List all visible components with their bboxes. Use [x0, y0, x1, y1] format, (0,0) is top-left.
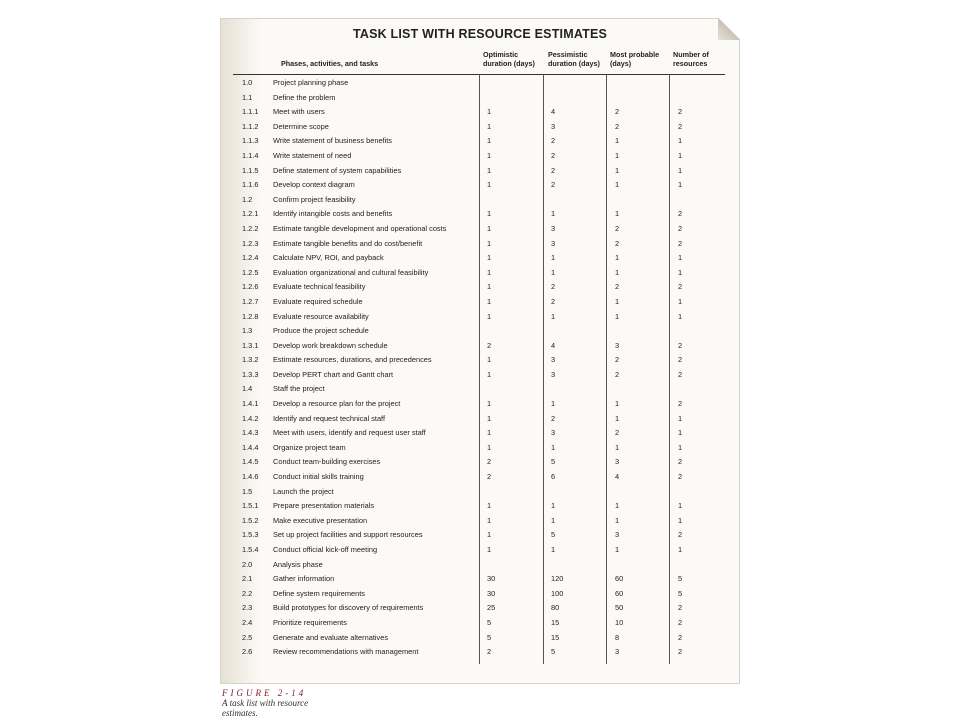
task-name: Estimate tangible benefits and do cost/benefit	[273, 238, 423, 248]
pessimistic-value: 1	[551, 501, 556, 511]
task-number: 2.0	[242, 559, 253, 569]
resources-value: 2	[678, 355, 683, 365]
optimistic-value: 30	[487, 574, 496, 584]
pessimistic-value: 1	[551, 545, 556, 554]
most-probable-value: 1	[615, 136, 620, 146]
task-number: 1.5.3	[242, 530, 259, 540]
most-probable-value: 1	[615, 150, 620, 160]
pessimistic-value: 2	[551, 150, 556, 160]
optimistic-value: 1	[487, 545, 492, 554]
task-name: Prioritize requirements	[273, 617, 347, 627]
task-name: Analysis phase	[273, 559, 323, 569]
resources-value: 2	[678, 223, 683, 233]
optimistic-value: 2	[487, 340, 492, 350]
table-row	[221, 295, 739, 310]
most-probable-value: 1	[615, 267, 620, 277]
most-probable-value: 4	[615, 472, 620, 482]
most-probable-value: 2	[615, 428, 620, 438]
task-name: Develop PERT chart and Gantt chart	[273, 369, 394, 379]
task-number: 1.2.5	[242, 267, 259, 277]
table-row	[221, 543, 739, 558]
resources-value: 2	[678, 107, 683, 117]
optimistic-value: 1	[487, 180, 492, 190]
pessimistic-value: 2	[551, 413, 556, 423]
task-number: 1.3.3	[242, 369, 259, 379]
resources-value: 2	[678, 632, 683, 642]
table-row	[221, 558, 739, 573]
most-probable-value: 2	[615, 355, 620, 365]
table-row	[221, 237, 739, 252]
most-probable-value: 2	[615, 121, 620, 131]
most-probable-value: 50	[615, 603, 624, 613]
task-number: 1.4.4	[242, 442, 259, 452]
most-probable-value: 1	[615, 501, 620, 511]
optimistic-value: 1	[487, 515, 492, 525]
most-probable-value: 8	[615, 632, 620, 642]
optimistic-value: 1	[487, 369, 492, 379]
resources-value: 1	[678, 136, 683, 146]
pessimistic-value: 3	[551, 223, 556, 233]
resources-value: 1	[678, 267, 683, 277]
pessimistic-value: 2	[551, 180, 556, 190]
resources-value: 1	[678, 515, 683, 525]
table-row	[221, 631, 739, 646]
task-number: 1.4.5	[242, 457, 259, 467]
task-name: Staff the project	[273, 384, 325, 394]
table-row	[221, 412, 739, 427]
task-number: 1.1.5	[242, 165, 259, 175]
resources-value: 1	[678, 180, 683, 190]
figure-caption	[222, 688, 332, 718]
resources-value: 1	[678, 165, 683, 175]
task-number: 1.3.2	[242, 355, 259, 365]
pessimistic-value: 2	[551, 136, 556, 146]
table-row	[221, 120, 739, 135]
resources-value: 2	[678, 369, 683, 379]
header-resources: Number of resources	[673, 50, 709, 68]
resources-value: 1	[678, 296, 683, 306]
optimistic-value: 1	[487, 136, 492, 146]
table-row	[221, 382, 739, 397]
task-number: 1.4.6	[242, 472, 259, 482]
optimistic-value: 1	[487, 530, 492, 540]
table-row	[221, 222, 739, 237]
task-number: 2.6	[242, 647, 253, 657]
task-list-sheet	[220, 18, 740, 684]
pessimistic-value: 4	[551, 107, 556, 117]
optimistic-value: 30	[487, 588, 496, 598]
task-name: Write statement of need	[273, 150, 352, 160]
task-name: Produce the project schedule	[273, 326, 369, 336]
pessimistic-value: 2	[551, 282, 556, 292]
pessimistic-value: 80	[551, 603, 560, 613]
optimistic-value: 2	[487, 647, 492, 657]
task-name: Conduct team-building exercises	[273, 457, 381, 467]
task-number: 1.1	[242, 92, 253, 102]
optimistic-value: 25	[487, 603, 496, 613]
optimistic-value: 1	[487, 253, 492, 263]
resources-value: 2	[678, 209, 683, 219]
resources-value: 1	[678, 442, 683, 452]
task-number: 1.4	[242, 384, 253, 394]
most-probable-value: 3	[615, 457, 620, 467]
optimistic-value: 2	[487, 457, 492, 467]
most-probable-value: 60	[615, 574, 624, 584]
optimistic-value: 1	[487, 165, 492, 175]
table-row	[221, 514, 739, 529]
task-name: Conduct initial skills training	[273, 472, 364, 482]
table-row	[221, 397, 739, 412]
task-name: Evaluation organizational and cultural feasibility	[273, 267, 429, 277]
table-row	[221, 601, 739, 616]
pessimistic-value: 3	[551, 121, 556, 131]
task-name: Organize project team	[273, 442, 346, 452]
task-number: 1.1.6	[242, 180, 259, 190]
table-row	[221, 485, 739, 500]
table-row	[221, 455, 739, 470]
header-pessimistic: Pessimistic duration (days)	[548, 50, 600, 68]
task-number: 1.5.2	[242, 515, 259, 525]
task-number: 1.4.2	[242, 413, 259, 423]
task-name: Generate and evaluate alternatives	[273, 632, 389, 642]
most-probable-value: 2	[615, 282, 620, 292]
task-name: Calculate NPV, ROI, and payback	[273, 253, 384, 263]
table-row	[221, 207, 739, 222]
table-row	[221, 368, 739, 383]
optimistic-value: 1	[487, 355, 492, 365]
most-probable-value: 2	[615, 107, 620, 117]
task-number: 1.5	[242, 486, 253, 496]
table-row	[221, 193, 739, 208]
table-row	[221, 280, 739, 295]
resources-value: 1	[678, 545, 683, 554]
most-probable-value: 1	[615, 165, 620, 175]
task-name: Evaluate resource availability	[273, 311, 369, 321]
most-probable-value: 1	[615, 209, 620, 219]
most-probable-value: 3	[615, 530, 620, 540]
pessimistic-value: 6	[551, 472, 556, 482]
most-probable-value: 1	[615, 399, 620, 409]
task-name: Confirm project feasibility	[273, 194, 356, 204]
pessimistic-value: 1	[551, 209, 556, 219]
table-row	[221, 134, 739, 149]
optimistic-value: 1	[487, 413, 492, 423]
table-row	[221, 645, 739, 660]
resources-value: 1	[678, 428, 683, 438]
pessimistic-value: 1	[551, 311, 556, 321]
task-number: 1.1.2	[242, 121, 259, 131]
task-name: Meet with users, identify and request user staff	[273, 428, 426, 438]
task-name: Make executive presentation	[273, 515, 368, 525]
pessimistic-value: 5	[551, 457, 556, 467]
resources-value: 2	[678, 282, 683, 292]
most-probable-value: 2	[615, 369, 620, 379]
task-number: 1.1.4	[242, 150, 259, 160]
task-name: Estimate resources, durations, and precedences	[273, 355, 432, 365]
most-probable-value: 1	[615, 180, 620, 190]
most-probable-value: 60	[615, 588, 624, 598]
resources-value: 1	[678, 150, 683, 160]
resources-value: 2	[678, 647, 683, 657]
task-name: Prepare presentation materials	[273, 501, 375, 511]
task-number: 1.2	[242, 194, 253, 204]
optimistic-value: 1	[487, 296, 492, 306]
table-row	[221, 426, 739, 441]
pessimistic-value: 3	[551, 238, 556, 248]
task-number: 2.4	[242, 617, 253, 627]
figure-text: A task list with resource estimates.	[222, 698, 309, 718]
task-number: 1.1.3	[242, 136, 259, 146]
task-number: 1.3.1	[242, 340, 259, 350]
task-name: Evaluate technical feasibility	[273, 282, 366, 292]
most-probable-value: 1	[615, 253, 620, 263]
table-row	[221, 310, 739, 325]
pessimistic-value: 5	[551, 647, 556, 657]
table-row	[221, 572, 739, 587]
optimistic-value: 1	[487, 282, 492, 292]
task-name: Define the problem	[273, 92, 336, 102]
pessimistic-value: 100	[551, 588, 564, 598]
optimistic-value: 1	[487, 428, 492, 438]
most-probable-value: 1	[615, 545, 620, 554]
header-most-probable: Most probable (days)	[610, 50, 660, 68]
task-name: Project planning phase	[273, 78, 349, 87]
task-number: 1.2.8	[242, 311, 259, 321]
task-name: Gather information	[273, 574, 335, 584]
task-number: 2.1	[242, 574, 253, 584]
task-name: Conduct official kick-off meeting	[273, 545, 378, 554]
task-name: Determine scope	[273, 121, 329, 131]
resources-value: 2	[678, 530, 683, 540]
table-row	[221, 587, 739, 602]
resources-value: 2	[678, 457, 683, 467]
optimistic-value: 1	[487, 501, 492, 511]
task-name: Meet with users	[273, 107, 325, 117]
task-number: 1.2.1	[242, 209, 259, 219]
task-name: Write statement of business benefits	[273, 136, 392, 146]
pessimistic-value: 3	[551, 355, 556, 365]
resources-value: 2	[678, 238, 683, 248]
task-number: 1.4.1	[242, 399, 259, 409]
task-name: Develop work breakdown schedule	[273, 340, 388, 350]
most-probable-value: 2	[615, 223, 620, 233]
task-name: Review recommendations with management	[273, 647, 419, 657]
table-row	[221, 105, 739, 120]
task-name: Identify intangible costs and benefits	[273, 209, 393, 219]
pessimistic-value: 2	[551, 296, 556, 306]
pessimistic-value: 1	[551, 442, 556, 452]
pessimistic-value: 3	[551, 428, 556, 438]
optimistic-value: 5	[487, 632, 492, 642]
pessimistic-value: 4	[551, 340, 556, 350]
task-name: Set up project facilities and support resources	[273, 530, 423, 540]
task-name: Build prototypes for discovery of requirements	[273, 603, 424, 613]
pessimistic-value: 5	[551, 530, 556, 540]
resources-value: 2	[678, 121, 683, 131]
table-row	[221, 441, 739, 456]
optimistic-value: 5	[487, 617, 492, 627]
optimistic-value: 1	[487, 311, 492, 321]
most-probable-value: 2	[615, 238, 620, 248]
optimistic-value: 1	[487, 150, 492, 160]
table-row	[221, 499, 739, 514]
task-number: 1.1.1	[242, 107, 259, 117]
task-number: 1.5.4	[242, 545, 259, 554]
most-probable-value: 1	[615, 413, 620, 423]
task-name: Develop a resource plan for the project	[273, 399, 401, 409]
task-number: 2.3	[242, 603, 253, 613]
header-phases: Phases, activities, and tasks	[281, 59, 379, 68]
most-probable-value: 1	[615, 442, 620, 452]
resources-value: 1	[678, 311, 683, 321]
task-name: Launch the project	[273, 486, 334, 496]
table-row	[221, 528, 739, 543]
table-row	[221, 470, 739, 485]
most-probable-value: 3	[615, 340, 620, 350]
resources-value: 1	[678, 501, 683, 511]
table-row	[221, 149, 739, 164]
most-probable-value: 1	[615, 296, 620, 306]
resources-value: 1	[678, 253, 683, 263]
optimistic-value: 1	[487, 223, 492, 233]
table-row	[221, 339, 739, 354]
table-row	[221, 616, 739, 631]
task-number: 1.3	[242, 326, 253, 336]
most-probable-value: 1	[615, 311, 620, 321]
task-number: 1.5.1	[242, 501, 259, 511]
optimistic-value: 1	[487, 267, 492, 277]
task-number: 1.4.3	[242, 428, 259, 438]
resources-value: 2	[678, 472, 683, 482]
resources-value: 1	[678, 413, 683, 423]
task-name: Evaluate required schedule	[273, 296, 363, 306]
pessimistic-value: 1	[551, 399, 556, 409]
task-name: Estimate tangible development and operational costs	[273, 223, 447, 233]
task-name: Identify and request technical staff	[273, 413, 386, 423]
task-name: Define statement of system capabilities	[273, 165, 402, 175]
optimistic-value: 1	[487, 209, 492, 219]
pessimistic-value: 1	[551, 253, 556, 263]
optimistic-value: 2	[487, 472, 492, 482]
figure-label: FIGURE 2-14	[222, 688, 307, 698]
most-probable-value: 1	[615, 515, 620, 525]
optimistic-value: 1	[487, 121, 492, 131]
pessimistic-value: 3	[551, 369, 556, 379]
task-name: Define system requirements	[273, 588, 366, 598]
table-row	[221, 266, 739, 281]
pessimistic-value: 120	[551, 574, 564, 584]
resources-value: 5	[678, 588, 683, 598]
pessimistic-value: 1	[551, 515, 556, 525]
task-number: 1.0	[242, 78, 253, 87]
resources-value: 2	[678, 617, 683, 627]
optimistic-value: 1	[487, 399, 492, 409]
task-number: 1.2.2	[242, 223, 259, 233]
pessimistic-value: 1	[551, 267, 556, 277]
resources-value: 5	[678, 574, 683, 584]
table-row	[221, 91, 739, 106]
task-number: 1.2.3	[242, 238, 259, 248]
table-row	[221, 178, 739, 193]
pessimistic-value: 2	[551, 165, 556, 175]
task-name: Develop context diagram	[273, 180, 355, 190]
task-number: 1.2.7	[242, 296, 259, 306]
table-row	[221, 251, 739, 266]
table-row	[221, 164, 739, 179]
most-probable-value: 3	[615, 647, 620, 657]
optimistic-value: 1	[487, 238, 492, 248]
table-row	[221, 324, 739, 339]
document-title: TASK LIST WITH RESOURCE ESTIMATES	[352, 27, 608, 41]
task-number: 2.2	[242, 588, 253, 598]
optimistic-value: 1	[487, 107, 492, 117]
task-table	[221, 76, 739, 660]
task-number: 1.2.6	[242, 282, 259, 292]
most-probable-value: 10	[615, 617, 624, 627]
optimistic-value: 1	[487, 442, 492, 452]
pessimistic-value: 15	[551, 617, 560, 627]
task-number: 2.5	[242, 632, 253, 642]
resources-value: 2	[678, 399, 683, 409]
task-number: 1.2.4	[242, 253, 259, 263]
table-row	[221, 353, 739, 368]
table-row	[221, 76, 739, 91]
pessimistic-value: 15	[551, 632, 560, 642]
resources-value: 2	[678, 340, 683, 350]
header-optimistic: Optimistic duration (days)	[483, 50, 535, 68]
resources-value: 2	[678, 603, 683, 613]
